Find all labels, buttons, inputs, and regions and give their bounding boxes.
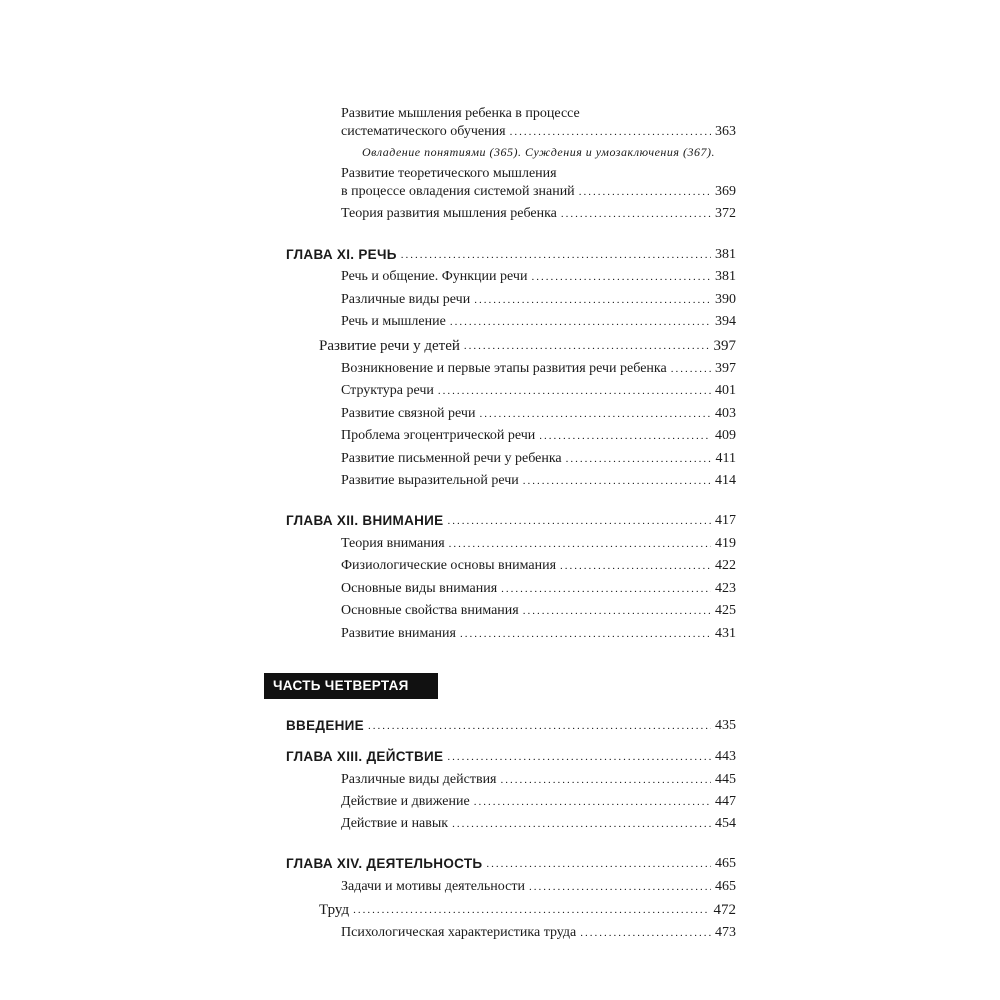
leader-dots [560, 555, 711, 577]
chapter-title: ГЛАВА XIII. ДЕЙСТВИЕ [286, 749, 444, 764]
toc-entry-page: 445 [715, 772, 736, 787]
leader-dots [539, 425, 711, 447]
toc-entry-title: Развитие связной речи [341, 406, 476, 421]
leader-dots [579, 181, 711, 203]
toc-entry-title: Основные виды внимания [341, 581, 498, 596]
toc-entry-page: 369 [715, 184, 736, 199]
toc-section[interactable] [319, 899, 736, 921]
toc-entry-title: Различные виды действия [341, 772, 497, 787]
leader-dots [449, 533, 711, 555]
toc-entry-page: 422 [715, 558, 736, 573]
toc-entry-title: Физиологические основы внимания [341, 558, 557, 573]
toc-entry-page: 397 [715, 361, 736, 376]
leader-dots [474, 289, 711, 311]
toc-entry-title: систематического обучения [341, 124, 506, 139]
toc-entry[interactable] [341, 266, 736, 288]
toc-entry-page: 423 [715, 581, 736, 596]
toc-entry[interactable] [341, 813, 736, 835]
toc-entry-page: 431 [715, 626, 736, 641]
toc-entry-title: Различные виды речи [341, 292, 471, 307]
toc-entry-title: Основные свойства внимания [341, 603, 519, 618]
toc-entry-title: Психологическая характеристика труда [341, 925, 577, 940]
toc-section[interactable] [319, 335, 736, 357]
toc-entry[interactable] [341, 358, 736, 380]
toc-entry-line: Развитие теоретического мышления [341, 166, 557, 181]
toc-entry-page: 409 [715, 428, 736, 443]
leader-dots [510, 121, 711, 143]
leader-dots [479, 403, 711, 425]
section-title: Труд [319, 902, 350, 918]
toc-entry[interactable] [341, 311, 736, 333]
leader-dots [531, 266, 711, 288]
toc-chapter-14[interactable] [286, 853, 736, 875]
leader-dots [580, 922, 711, 944]
toc-entry[interactable] [341, 203, 736, 225]
toc-entry[interactable] [341, 403, 736, 425]
toc-entry-page: 419 [715, 536, 736, 551]
toc-entry-page: 425 [715, 603, 736, 618]
toc-entry-page: 401 [715, 383, 736, 398]
toc-entry[interactable] [341, 922, 736, 944]
toc-entry[interactable] [341, 380, 736, 402]
leader-dots [486, 853, 711, 875]
chapter-page: 417 [715, 513, 736, 528]
leader-dots [460, 623, 711, 645]
toc-entry[interactable] [341, 555, 736, 577]
toc-entry[interactable] [341, 791, 736, 813]
toc-chapter-11[interactable] [286, 244, 736, 266]
leader-dots [671, 358, 711, 380]
toc-entry-page: 414 [715, 473, 736, 488]
section-page: 472 [713, 902, 736, 918]
leader-dots [501, 578, 711, 600]
leader-dots [438, 380, 711, 402]
chapter-title: ГЛАВА XI. РЕЧЬ [286, 247, 397, 262]
toc-entry-title: Задачи и мотивы деятельности [341, 879, 525, 894]
toc-entry[interactable] [341, 181, 736, 203]
leader-dots [464, 335, 710, 357]
toc-chapter-13[interactable] [286, 746, 736, 768]
toc-introduction[interactable] [286, 715, 736, 737]
leader-dots [501, 769, 712, 791]
chapter-page: 381 [715, 247, 736, 262]
toc-entry-title: Проблема эгоцентрической речи [341, 428, 536, 443]
leader-dots [474, 791, 711, 813]
leader-dots [529, 876, 711, 898]
leader-dots [447, 746, 711, 768]
section-title: Развитие речи у детей [319, 338, 460, 354]
toc-entry-page: 465 [715, 879, 736, 894]
toc-entry-title: Речь и мышление [341, 314, 446, 329]
toc-entry[interactable] [341, 448, 736, 470]
toc-entry-page: 447 [715, 794, 736, 809]
chapter-title: ВВЕДЕНИЕ [286, 718, 364, 733]
toc-entry-title: Теория внимания [341, 536, 445, 551]
chapter-page: 443 [715, 749, 736, 764]
chapter-page: 465 [715, 856, 736, 871]
toc-entry-page: 390 [715, 292, 736, 307]
toc-entry[interactable] [341, 121, 736, 143]
toc-entry-title: в процессе овладения системой знаний [341, 184, 575, 199]
toc-entry-title: Развитие письменной речи у ребенка [341, 451, 562, 466]
leader-dots [566, 448, 712, 470]
leader-dots [353, 899, 709, 921]
toc-entry-page: 381 [715, 269, 736, 284]
toc-entry-title: Развитие выразительной речи [341, 473, 519, 488]
leader-dots [401, 244, 711, 266]
toc-entry-title: Действие и движение [341, 794, 470, 809]
toc-entry[interactable] [341, 578, 736, 600]
toc-entry-page: 411 [715, 451, 736, 466]
toc-entry-page: 394 [715, 314, 736, 329]
toc-entry-title: Развитие внимания [341, 626, 456, 641]
toc-entry-title: Теория развития мышления ребенка [341, 206, 557, 221]
toc-entry-page: 403 [715, 406, 736, 421]
toc-entry-title: Действие и навык [341, 816, 449, 831]
chapter-title: ГЛАВА XIV. ДЕЯТЕЛЬНОСТЬ [286, 856, 483, 871]
toc-entry[interactable] [341, 289, 736, 311]
toc-entry-page: 372 [715, 206, 736, 221]
toc-entry-title: Возникновение и первые этапы развития речи ребенка [341, 361, 667, 376]
toc-entry[interactable] [341, 600, 736, 622]
chapter-title: ГЛАВА XII. ВНИМАНИЕ [286, 513, 444, 528]
toc-entry-page: 473 [715, 925, 736, 940]
toc-entry[interactable] [341, 533, 736, 555]
leader-dots [450, 311, 711, 333]
toc-entry[interactable] [341, 623, 736, 645]
toc-subnote: Овладение понятиями (365). Суждения и умозаключения (367). [362, 145, 715, 159]
section-page: 397 [713, 338, 736, 354]
toc-entry-page: 363 [715, 124, 736, 139]
leader-dots [561, 203, 711, 225]
toc-entry-line: Развитие мышления ребенка в процессе [341, 106, 580, 121]
toc-entry-page: 454 [715, 816, 736, 831]
leader-dots [368, 715, 711, 737]
leader-dots [447, 510, 711, 532]
toc-entry[interactable] [341, 425, 736, 447]
toc-entry-title: Речь и общение. Функции речи [341, 269, 528, 284]
toc-entry[interactable] [341, 876, 736, 898]
toc-entry[interactable] [341, 470, 736, 492]
toc-chapter-12[interactable] [286, 510, 736, 532]
leader-dots [452, 813, 711, 835]
part-four-label: ЧАСТЬ ЧЕТВЕРТАЯ [264, 673, 438, 699]
toc-entry-title: Структура речи [341, 383, 434, 398]
toc-entry[interactable] [341, 769, 736, 791]
leader-dots [523, 470, 711, 492]
leader-dots [523, 600, 711, 622]
chapter-page: 435 [715, 718, 736, 733]
